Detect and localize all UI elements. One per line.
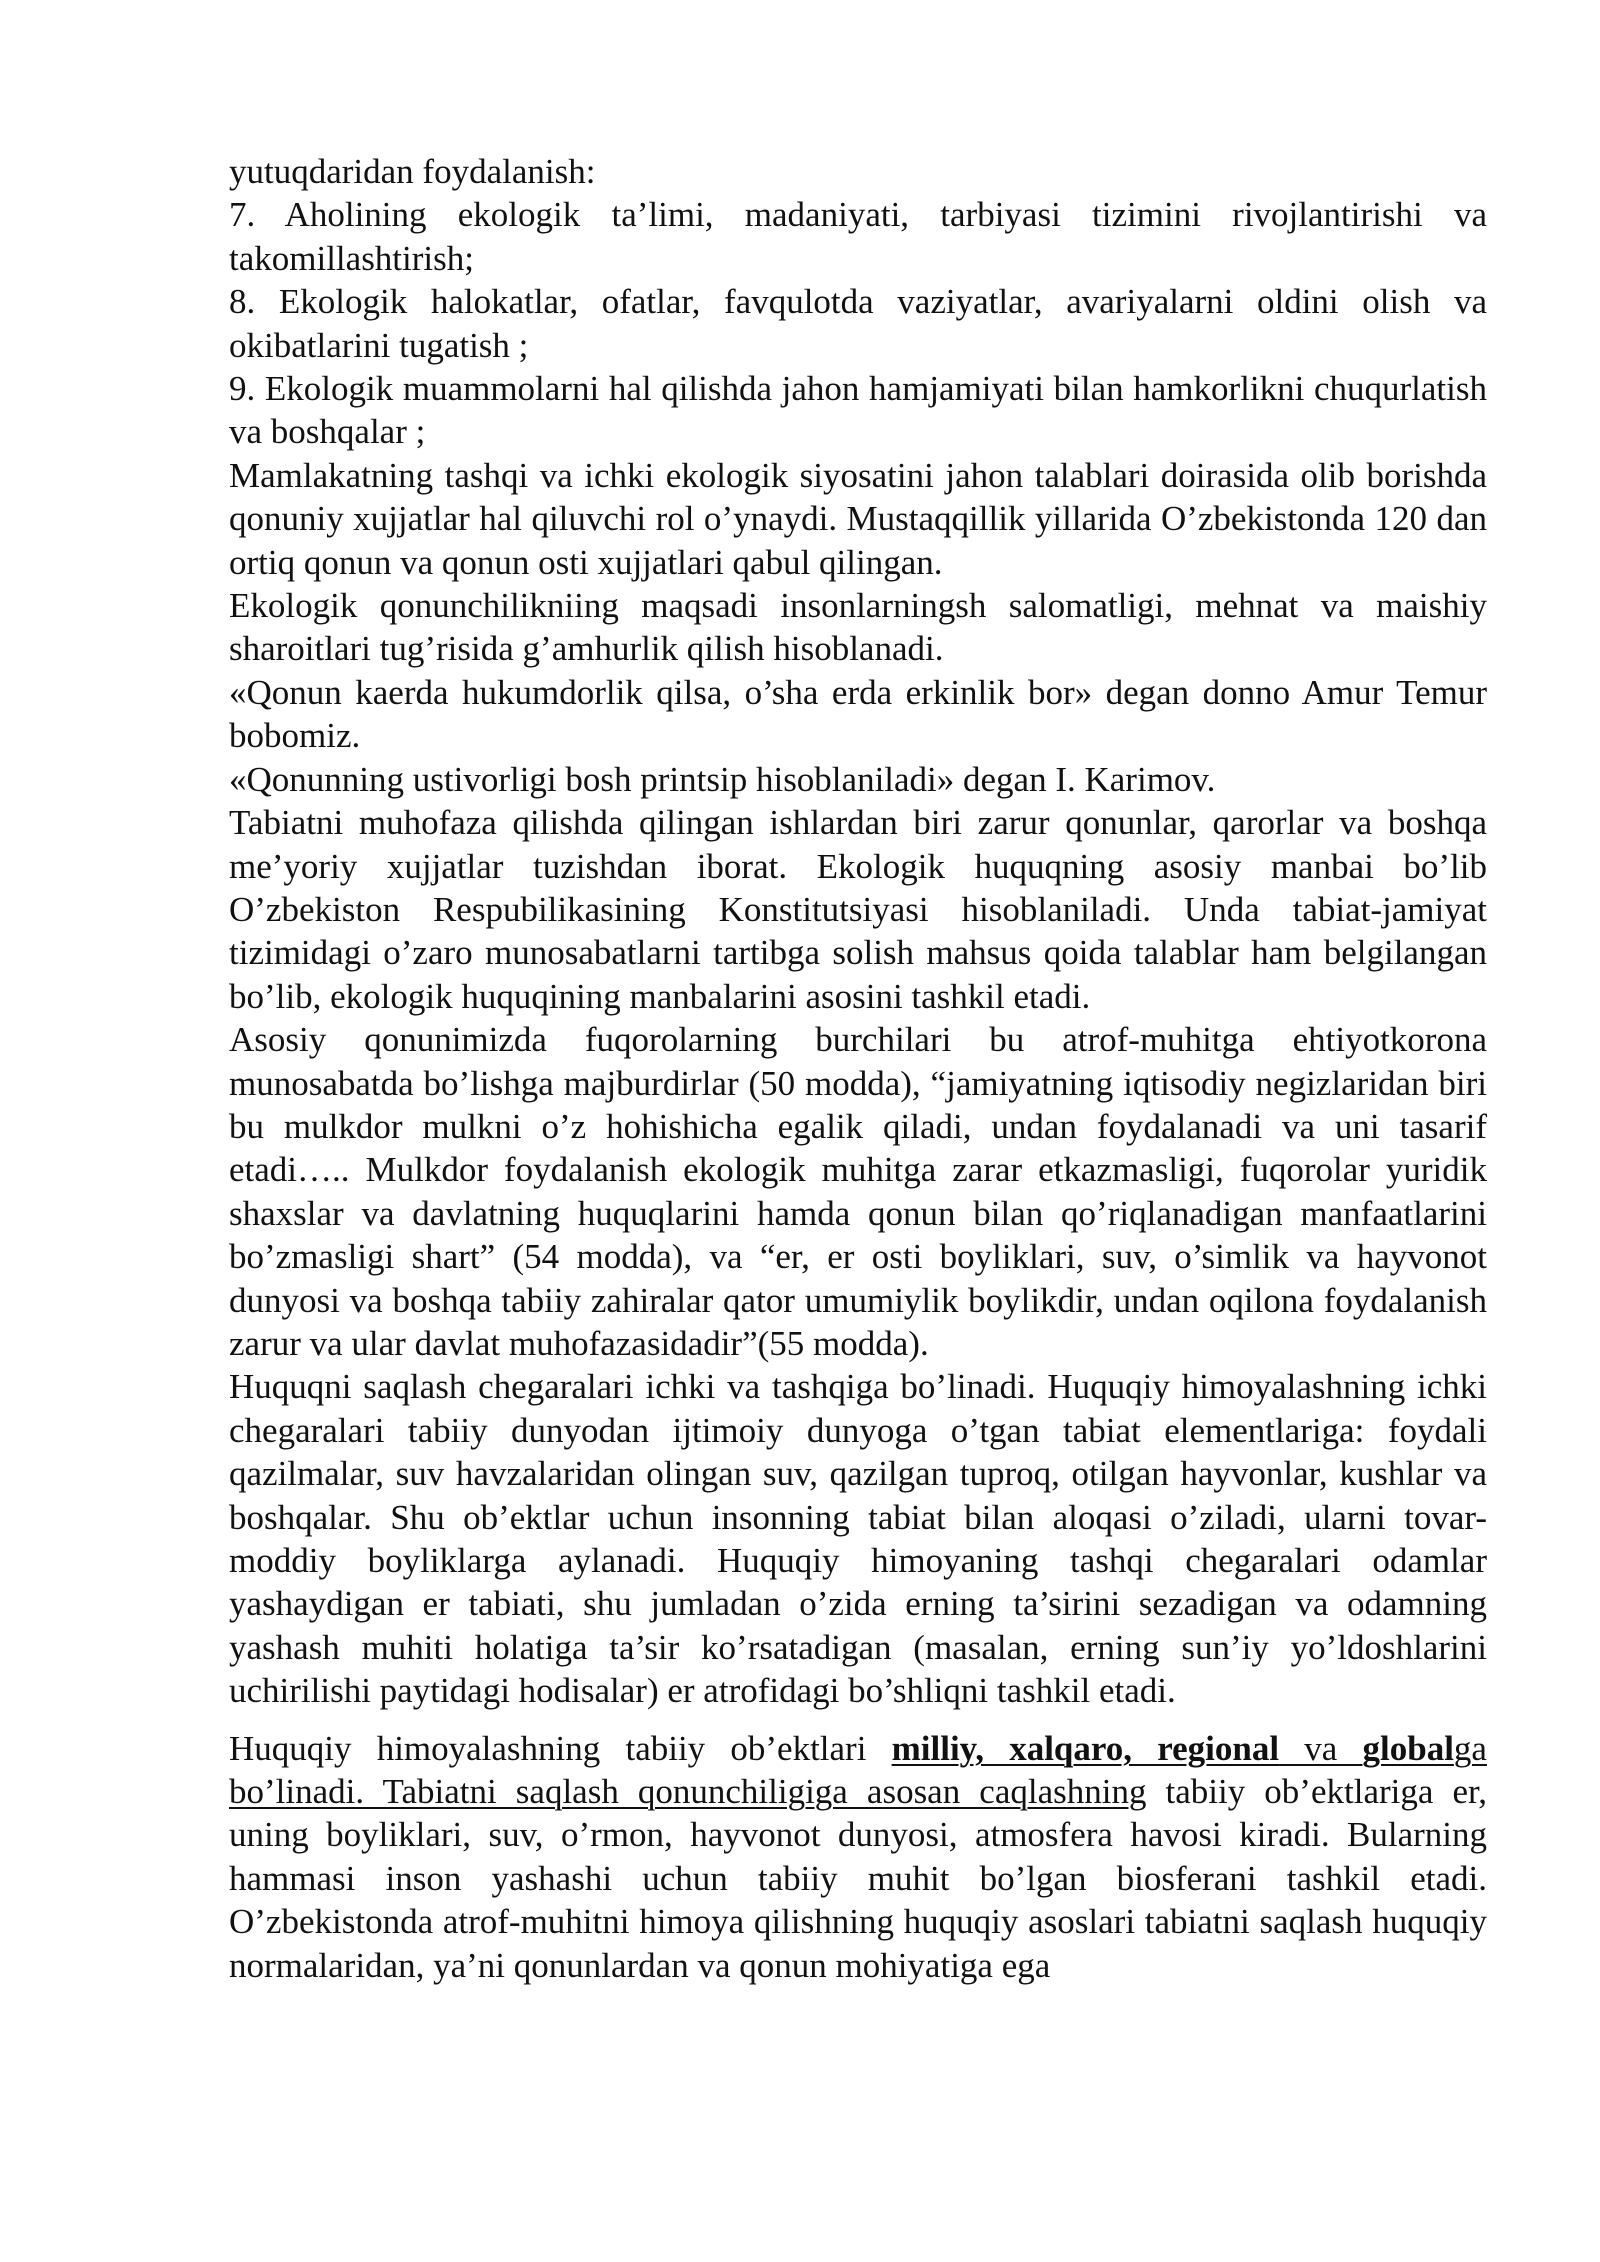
document-page xyxy=(229,150,1487,1987)
connector-text: va xyxy=(1279,1728,1363,1768)
last-paragraph-intro: Huquqiy himoyalashning tabiiy ob’ektlari xyxy=(229,1728,892,1768)
bold-term-global: global xyxy=(1362,1728,1454,1768)
paragraph: 9. Ekologik muammolarni hal qilishda jahon hamjamiyati bilan hamkorlikni chuqurlatish va boshqalar ; xyxy=(229,369,1487,452)
paragraph: yutuqdaridan foydalanish: xyxy=(229,152,596,191)
paragraph: Asosiy qonunimizda fuqorolarning burchilari bu atrof-muhitga ehtiyotkorona munosabatda bo’lishga majburdirlar (50 modda), “jamiyatning iqtisodiy negizlaridan biri bu mulkdor mulkni o’z hohishicha egalik qiladi, undan foydalanadi va uni tasarif etadi….. Mulkdor foydalanish ekologik muhitga zarar etkazmasligi, fuqorolar yuridik shaxslar va davlatning huquqlarini hamda qonun bilan qo’riqlanadigan manfaatlarini bo’zmasligi shart” (54 modda), va “er, er osti boyliklari, suv, o’simlik va hayvonot dunyosi va boshqa tabiiy zahiralar qator umumiylik boylikdir, undan oqilona foydalanish zarur va ular davlat muhofazasidadir”(55 modda). xyxy=(229,1020,1487,1363)
paragraph: Tabiatni muhofaza qilishda qilingan ishlardan biri zarur qonunlar, qarorlar va boshqa me’yoriy xujjatlar tuzishdan iborat. Ekologik huquqning asosiy manbai bo’lib O’zbekiston Respubilikasining Konstitutsiyasi hisoblaniladi. Unda tabiat-jamiyat tizimidagi o’zaro munosabatlarni tartibga solish mahsus qoida talablar ham belgilangan bo’lib, ekologik huquqining manbalarini asosini tashkil etadi. xyxy=(229,803,1487,1016)
paragraph: Ekologik qonunchilikniing maqsadi insonlarningsh salomatligi, mehnat va maishiy sharoitlari tug’risida g’amhurlik qilish hisoblanadi. xyxy=(229,586,1487,669)
paragraph: Huquqni saqlash chegaralari ichki va tashqiga bo’linadi. Huquqiy himoyalashning ichki chegaralari tabiiy dunyodan ijtimoiy dunyoga o’tgan tabiat elementlariga: foydali qazilmalar, suv havzalaridan olingan suv, qazilgan tuproq, otilgan hayvonlar, kushlar va boshqalar. Shu ob’ektlar uchun insonning tabiat bilan aloqasi o’ziladi, ularni tovar-moddiy boyliklarga aylanadi. Huquqiy himoyaning tashqi chegaralari odamlar yashaydigan er tabiati, shu jumladan o’zida erning ta’sirini sezadigan va odamning yashash muhiti holatiga ta’sir ko’rsatadigan (masalan, erning sun’iy yo’ldoshlarini uchirilishi paytidagi hodisalar) er atrofidagi bo’shliqni tashkil etadi. xyxy=(229,1367,1487,1711)
paragraph: 8. Ekologik halokatlar, ofatlar, favqulotda vaziyatlar, avariyalarni oldini olish va okibatlarini tugatish ; xyxy=(229,282,1487,365)
bold-term-national-international-regional: milliy, xalqaro, regional xyxy=(891,1728,1280,1768)
paragraph: «Qonun kaerda hukumdorlik qilsa, o’sha erda erkinlik bor» degan donno Amur Temur bobomiz. xyxy=(229,672,1487,756)
paragraph: Mamlakatning tashqi va ichki ekologik siyosatini jahon talablari doirasida olib borishda qonuniy xujjatlar hal qiluvchi rol o’ynaydi. Mustaqqillik yillarida O’zbekistonda 120 dan ortiq qonun va qonun osti xujjatlari qabul qilingan. xyxy=(229,455,1487,582)
underlined-continuation: ga bo’linadi. Tabiatni saqlash qonunchiligiga asosan caqlashning xyxy=(229,1728,1487,1812)
last-paragraph-rest: tabiiy ob’ektlariga er, uning boyliklari, suv, o’rmon, hayvonot dunyosi, atmosfera havosi kiradi. Bularning hammasi inson yashashi uchun tabiiy muhit bo’lgan biosferani tashkil etadi. O’zbekistonda atrof-muhitni himoya qilishning huquqiy asoslari tabiatni saqlash huquqiy normalaridan, ya’ni qonunlardan va qonun mohiyatiga ega xyxy=(229,1772,1487,1985)
paragraph: «Qonunning ustivorligi bosh printsip hisoblaniladi» degan I. Karimov. xyxy=(229,759,1216,799)
paragraph-last xyxy=(229,1727,1487,1987)
paragraph: 7. Aholining ekologik ta’limi, madaniyati, tarbiyasi tizimini rivojlantirishi va takomillashtirish; xyxy=(229,195,1487,278)
